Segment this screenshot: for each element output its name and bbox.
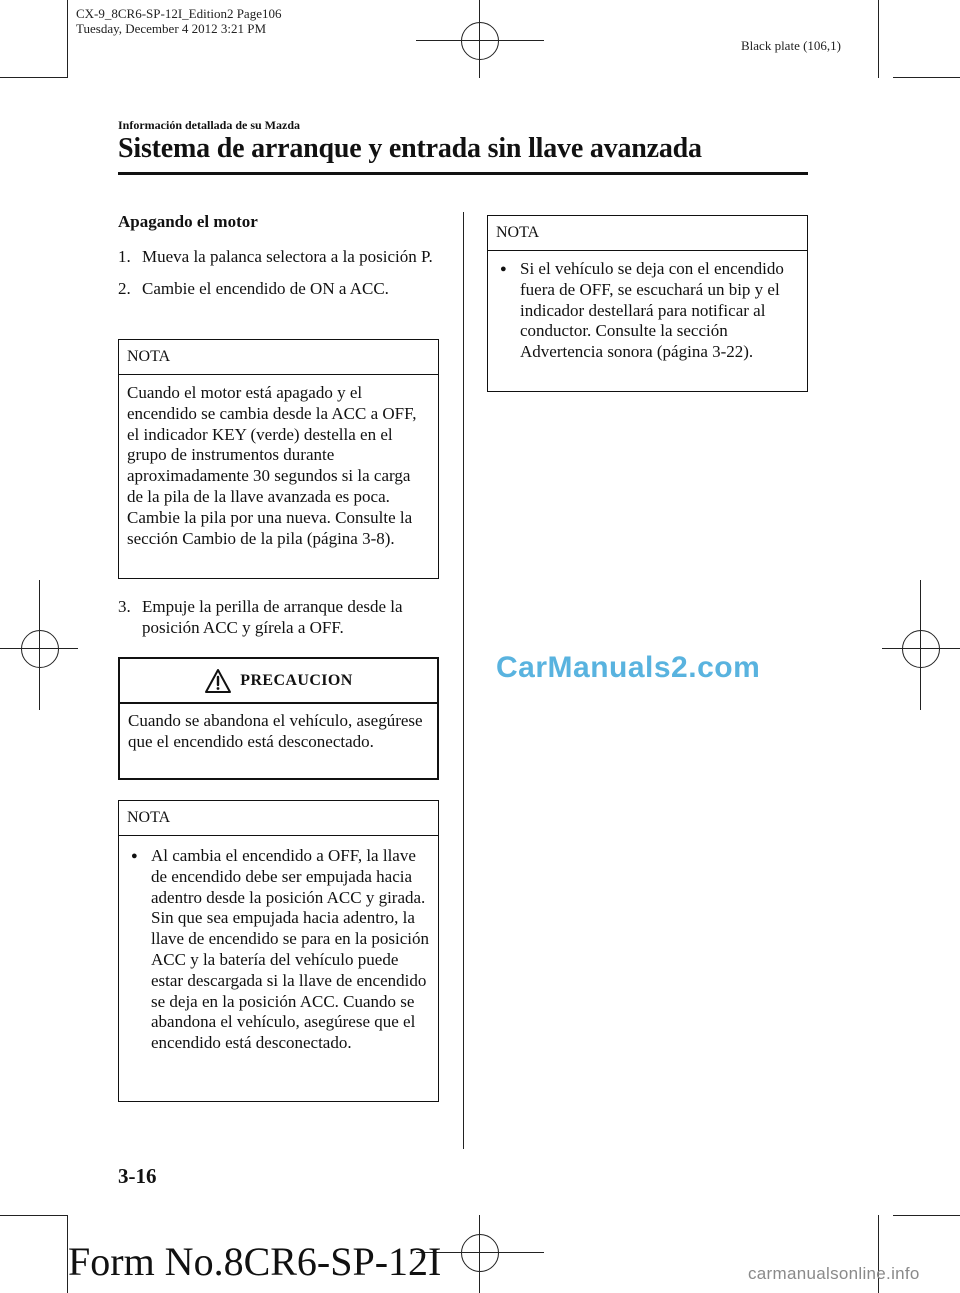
bullet-item bbox=[127, 846, 430, 1054]
note-body bbox=[119, 836, 438, 1062]
registration-mark-icon bbox=[461, 1234, 499, 1272]
registration-mark-icon bbox=[461, 22, 499, 60]
section-label: Información detallada de su Mazda bbox=[118, 118, 301, 132]
subheading: Apagando el motor bbox=[118, 212, 258, 231]
caution-heading: PRECAUCION bbox=[240, 671, 353, 689]
bullet-text: Al cambia el encendido a OFF, la llave de encendido debe ser empujada hacia adentro desde la posición ACC y girada. Sin que sea empujada hacia adentro, la llave de encendido se para en la posición ACC y la batería del vehículo puede estar descargada si la llave de encendido se deja en la posición ACC. Cuando se abandona el vehículo, asegúrese que el encendido está desconectado. bbox=[151, 846, 430, 1053]
step-list bbox=[118, 596, 438, 638]
file-info bbox=[76, 6, 281, 36]
note-heading: NOTA bbox=[119, 801, 438, 836]
step-item bbox=[118, 246, 438, 267]
file-info-line1: CX-9_8CR6-SP-12I_Edition2 Page106 bbox=[76, 6, 282, 21]
bullet-dot-icon: ● bbox=[131, 850, 138, 862]
form-number: Form No.8CR6-SP-12I bbox=[68, 1239, 442, 1284]
bullet-dot-icon: ● bbox=[500, 263, 507, 275]
step-text: Mueva la palanca selectora a la posición P. bbox=[142, 247, 433, 266]
bullet-text: Si el vehículo se deja con el encendido fuera de OFF, se escuchará un bip y el indicador destellará para notificar al conductor. Consulte la sección Advertencia sonora (página 3-22). bbox=[520, 259, 784, 362]
step-text: Empuje la perilla de arranque desde la posición ACC y gírela a OFF. bbox=[142, 597, 403, 637]
footer-watermark: carmanualsonline.info bbox=[748, 1264, 920, 1283]
note-text: Cuando el motor está apagado y el encendido se cambia desde la ACC a OFF, el indicador KEY (verde) destella en el grupo de instrumentos durante aproximadamente 30 segundos si la carga de la pila de la llave avanzada es poca. Cambie la pila por una nueva. Consulte la sección Cambio de la pila (página 3-8). bbox=[127, 383, 417, 548]
note-box bbox=[118, 339, 439, 579]
plate-info: Black plate (106,1) bbox=[741, 38, 841, 53]
caution-header bbox=[120, 659, 437, 704]
note-body bbox=[488, 251, 807, 371]
step-text: Cambie el encendido de ON a ACC. bbox=[142, 279, 389, 298]
column-divider bbox=[463, 212, 464, 1149]
file-info-line2: Tuesday, December 4 2012 3:21 PM bbox=[76, 21, 267, 36]
step-number: 3. bbox=[118, 597, 131, 616]
note-heading: NOTA bbox=[488, 216, 807, 251]
caution-text: Cuando se abandona el vehículo, asegúrese que el encendido está desconectado. bbox=[128, 711, 423, 751]
bullet-item bbox=[496, 259, 799, 363]
note-box bbox=[118, 800, 439, 1102]
note-box bbox=[487, 215, 808, 392]
caution-box bbox=[118, 657, 439, 780]
step-item bbox=[118, 278, 438, 299]
watermark-logo: CarManuals2.com bbox=[496, 651, 761, 684]
registration-mark-icon bbox=[21, 630, 59, 668]
step-number: 2. bbox=[118, 279, 131, 298]
title-rule bbox=[118, 172, 808, 175]
warning-triangle-icon bbox=[204, 668, 232, 694]
page-title: Sistema de arranque y entrada sin llave avanzada bbox=[118, 133, 702, 164]
step-number: 1. bbox=[118, 247, 131, 266]
note-heading: NOTA bbox=[119, 340, 438, 375]
registration-mark-icon bbox=[902, 630, 940, 668]
step-item bbox=[118, 596, 438, 638]
step-list bbox=[118, 246, 438, 299]
page-number: 3-16 bbox=[118, 1164, 157, 1188]
